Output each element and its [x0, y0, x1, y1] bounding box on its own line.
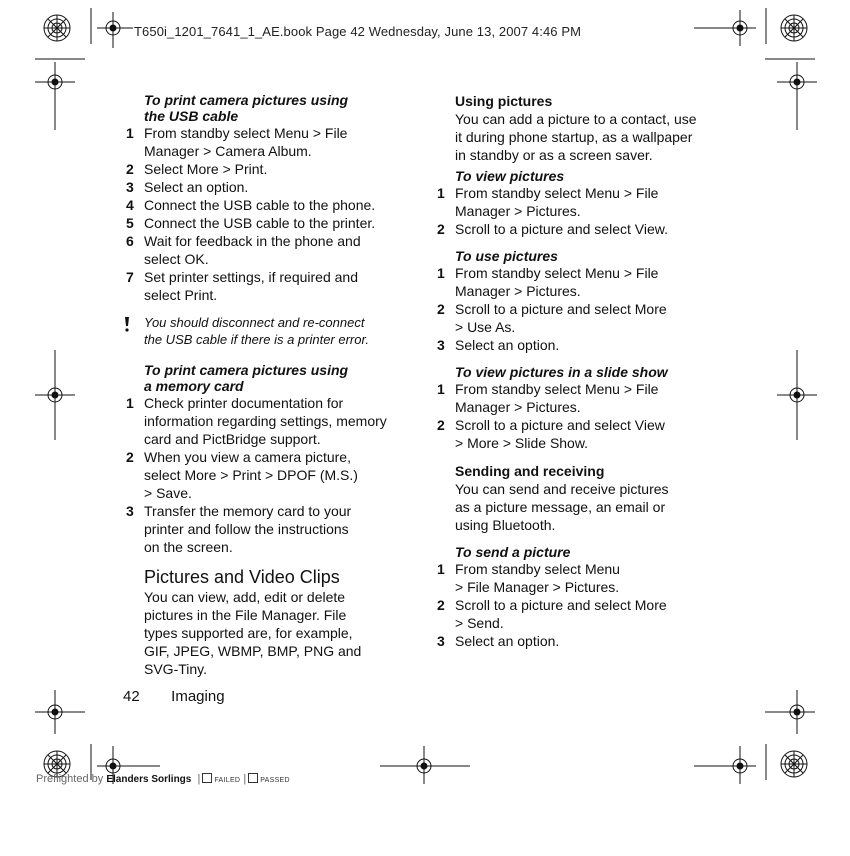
task-title-send: To send a picture — [455, 544, 571, 560]
exclamation-icon — [122, 316, 132, 334]
list-item: 2 When you view a camera picture, select More > Print > DPOF (M.S.) > Save. — [126, 449, 358, 501]
crosshair-top-right — [694, 10, 756, 46]
left-column — [126, 92, 426, 678]
passed-checkbox-icon — [248, 773, 258, 783]
list-item: 4 Connect the USB cable to the phone. — [126, 197, 376, 213]
list-item: 6 Wait for feedback in the phone and select OK. — [126, 233, 361, 267]
list-item: 2 Scroll to a picture and select View. — [437, 221, 668, 237]
section-title-usb: To print camera pictures using the USB cable — [144, 92, 349, 124]
task-title-slide-show: To view pictures in a slide show — [455, 364, 668, 380]
task-title-view: To view pictures — [455, 168, 565, 184]
section-title-memory-card: To print camera pictures using a memory card — [144, 362, 349, 394]
warning-note: You should disconnect and re-connect the USB cable if there is a printer error. — [126, 314, 426, 348]
preflight-stamp: Preflighted by Elanders Sorlings | FAILED | PASSED — [36, 773, 290, 785]
registration-rosette-top-left — [44, 15, 70, 41]
paragraph: You can add a picture to a contact, use it during phone startup, as a wallpaper in standby or as a screen saver. — [455, 111, 697, 163]
section-heading: Pictures and Video Clips — [144, 567, 340, 587]
paragraph: You can send and receive pictures as a picture message, an email or using Bluetooth. — [455, 481, 669, 533]
list-item: 3 Select an option. — [126, 179, 249, 195]
list-item: 1 From standby select Menu > File Manager > Camera Album. — [126, 125, 348, 159]
list-item: 2 Scroll to a picture and select More > Send. — [437, 597, 667, 631]
preflight-label: Preflighted by — [36, 773, 104, 785]
list-item: 3 Select an option. — [437, 337, 560, 353]
list-item: 3 Select an option. — [437, 633, 560, 649]
page-number: 42 — [123, 688, 140, 705]
list-item: 7 Set printer settings, if required and select Print. — [126, 269, 359, 303]
list-item: 1 From standby select Menu > File Manager > Pictures. — [437, 381, 659, 415]
list-item: 2 Scroll to a picture and select More > Use As. — [437, 301, 667, 335]
subheading-using-pictures: Using pictures — [455, 93, 553, 109]
page-footer — [123, 688, 225, 705]
list-item: 1 From standby select Menu > File Manager > Pictures. — [437, 185, 659, 219]
failed-checkbox-icon — [202, 773, 212, 783]
list-item: 1 From standby select Menu > File Manager > Pictures. — [437, 561, 620, 595]
list-item: 3 Transfer the memory card to your printer and follow the instructions on the screen. — [126, 503, 352, 555]
list-item: 2 Select More > Print. — [126, 161, 268, 177]
task-title-use: To use pictures — [455, 248, 558, 264]
section-paragraph: You can view, add, edit or delete pictures in the File Manager. File types supported are, for example, GIF, JPEG, WBMP, BMP, PNG and SVG-Tiny. — [144, 589, 362, 677]
registration-rosette-top-right — [781, 15, 807, 41]
book-header: T650i_1201_7641_1_AE.book Page 42 Wednesday, June 13, 2007 4:46 PM — [134, 24, 582, 39]
list-item: 1 From standby select Menu > File Manager > Pictures. — [437, 265, 659, 299]
right-column — [437, 92, 737, 650]
failed-label: FAILED — [214, 777, 241, 784]
footer-section: Imaging — [171, 688, 225, 705]
list-item: 2 Scroll to a picture and select View > More > Slide Show. — [437, 417, 665, 451]
preflight-brand: Elanders Sorlings — [106, 774, 192, 785]
list-item: 5 Connect the USB cable to the printer. — [126, 215, 376, 231]
passed-label: PASSED — [260, 777, 290, 784]
registration-rosette-bottom-right — [781, 751, 807, 777]
subheading-sending: Sending and receiving — [455, 463, 605, 479]
list-item: 1 Check printer documentation for information regarding settings, memory card and PictBridge support. — [126, 395, 387, 447]
